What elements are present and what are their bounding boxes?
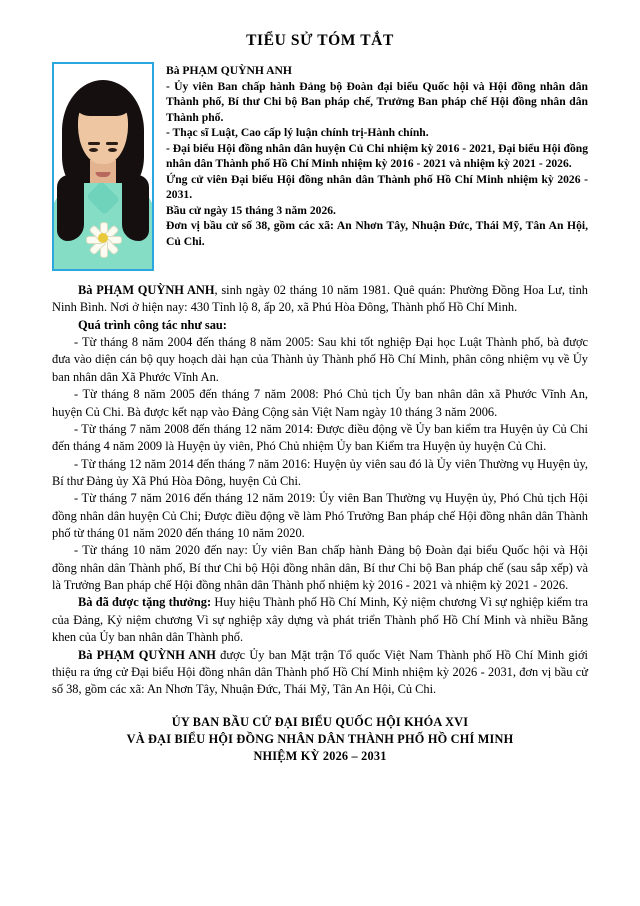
eyebrow-right-shape: [88, 142, 100, 145]
awards-paragraph: [52, 594, 588, 646]
eye-left-shape: [108, 148, 117, 152]
daisy-flower-icon: [86, 221, 120, 255]
header-row: [52, 62, 588, 271]
career-item: - Từ tháng 12 năm 2014 đến tháng 7 năm 2016: Huyện ủy viên sau đó là Ủy viên Thường vụ Huyện ủy, Bí thư Đảng ủy Xã Phú Hòa Đông, huyện Củ Chi.: [52, 456, 588, 488]
career-item: - Từ tháng 7 năm 2016 đến tháng 12 năm 2019: Ủy viên Ban Thường vụ Huyện ủy, Phó Chủ tịch Hội đồng nhân dân huyện Củ Chi; Được điều động về làm Phó Trưởng Ban pháp chế Hội đồng nhân dân Thành phố từ tháng 01 năm 2020 đến tháng 10 năm 2020.: [52, 491, 588, 541]
career-item: - Từ tháng 7 năm 2008 đến tháng 12 năm 2014: Được điều động về Ủy ban kiểm tra Huyện ủy Củ Chi đến tháng 4 năm 2009 là Huyện ủy viên, Phó Chủ nhiệm Ủy ban Kiểm tra Huyện ủy huyện Củ Chi.: [52, 421, 588, 454]
career-heading-label: Quá trình công tác như sau:: [78, 317, 227, 332]
bio-name: Bà PHẠM QUỲNH ANH: [78, 283, 215, 297]
intro-candidate: Ứng cử viên Đại biểu Hội đồng nhân dân Thành phố Hồ Chí Minh nhiệm kỳ 2026 - 2031.: [166, 172, 588, 202]
eyebrow-left-shape: [106, 142, 118, 145]
intro-constituency: Đơn vị bầu cử số 38, gồm các xã: An Nhơn Tây, Nhuận Đức, Thái Mỹ, Tân An Hội, Củ Chi.: [166, 219, 588, 248]
intro-block: [166, 62, 588, 249]
career-item: - Từ tháng 8 năm 2004 đến tháng 8 năm 2005: Sau khi tốt nghiệp Đại học Luật Thành phố, bà được đưa vào diện cán bộ quy hoạch dài hạn của Thành ủy Thành phố Hồ Chí Minh, phân công nhiệm vụ về Ủy ban nhân dân Xã Phước Vĩnh An.: [52, 335, 588, 384]
footer-line-1: ỦY BAN BẦU CỬ ĐẠI BIỂU QUỐC HỘI KHÓA XVI: [171, 714, 469, 729]
bio-paragraph: [52, 282, 588, 317]
career-item: - Từ tháng 10 năm 2020 đến nay: Ủy viên Ban chấp hành Đảng bộ Đoàn đại biểu Quốc hội và Hội đồng nhân dân Thành phố, Bí thư Chi bộ Hội đồng nhân dân, Bí thư Chi bộ Ban pháp chế (sau sắp xếp) và là Trưởng Ban pháp chế Hội đồng nhân dân Thành phố nhiệm kỳ 2016 - 2021 và nhiệm kỳ 2021 - 2026.: [52, 543, 588, 593]
intro-education: - Thạc sĩ Luật, Cao cấp lý luận chính trị-Hành chính.: [166, 126, 429, 140]
hair-right-shape: [122, 175, 149, 241]
nomination-name: Bà PHẠM QUỲNH ANH: [78, 647, 216, 662]
page-title: TIỂU SỬ TÓM TẮT: [246, 32, 394, 49]
intro-positions: - Ủy viên Ban chấp hành Đảng bộ Đoàn đại biểu Quốc hội và Hội đồng nhân dân Thành phố, Bí thư Chi bộ Ban pháp chế, Trưởng Ban pháp chế Hội đồng nhân dân Thành phố.: [166, 79, 588, 124]
intro-delegate: - Đại biểu Hội đồng nhân dân huyện Củ Chi nhiệm kỳ 2016 - 2021, Đại biểu Hội đồng nhân dân Thành phố Hồ Chí Minh nhiệm kỳ 2016 - 2021 và nhiệm kỳ 2021 - 2026.: [166, 141, 588, 171]
career-heading: [52, 317, 588, 334]
eye-right-shape: [89, 148, 98, 152]
footer-line-2: VÀ ĐẠI BIỂU HỘI ĐỒNG NHÂN DÂN THÀNH PHỐ HỒ CHÍ MINH: [126, 731, 514, 746]
bio-rest: , sinh ngày 02 tháng 10 năm 1981. Quê quán: Phường Đồng Hoa Lư, tỉnh Ninh Bình. Nơi ở hiện nay: 430 Tỉnh lộ 8, ấp 20, xã Phú Hòa Đông, Thành phố Hồ Chí Minh.: [52, 283, 588, 315]
flower-core-shape: [98, 233, 108, 243]
footer-line-3: NHIỆM KỲ 2026 – 2031: [253, 748, 387, 763]
fringe-shape: [75, 86, 131, 116]
body-text: [52, 282, 588, 699]
portrait-image: [54, 64, 152, 269]
nomination-rest: được Ủy ban Mặt trận Tổ quốc Việt Nam Thành phố Hồ Chí Minh giới thiệu ra ứng cử Đại biểu Hội đồng nhân dân Thành phố Hồ Chí Minh nhiệm kỳ 2026 - 2031, đơn vị bầu cử số 38, gồm các xã: An Nhơn Tây, Nhuận Đức, Thái Mỹ, Tân An Hội, Củ Chi.: [52, 647, 588, 697]
hair-left-shape: [57, 175, 84, 241]
footer-block: [52, 714, 588, 765]
intro-name: Bà PHẠM QUỲNH ANH: [166, 64, 292, 77]
career-item: - Từ tháng 8 năm 2005 đến tháng 7 năm 2008: Phó Chủ tịch Ủy ban nhân dân xã Phước Vĩnh An, huyện Củ Chi. Bà được kết nạp vào Đảng Cộng sản Việt Nam ngày 10 tháng 3 năm 2006.: [52, 387, 588, 419]
awards-rest: Huy hiệu Thành phố Hồ Chí Minh, Kỷ niệm chương Vì sự nghiệp kiểm tra của Đảng, Kỷ niệm chương Vì sự nghiệp xây dựng và phát triển Thành phố Hồ Chí Minh và nhiều Bằng khen của Ủy ban nhân dân Thành phố.: [52, 595, 588, 645]
portrait-photo: [52, 62, 154, 271]
intro-election-date: Bầu cử ngày 15 tháng 3 năm 2026.: [166, 203, 336, 217]
awards-heading-label: Bà đã được tặng thưởng:: [78, 595, 212, 610]
nomination-paragraph: [52, 647, 588, 699]
